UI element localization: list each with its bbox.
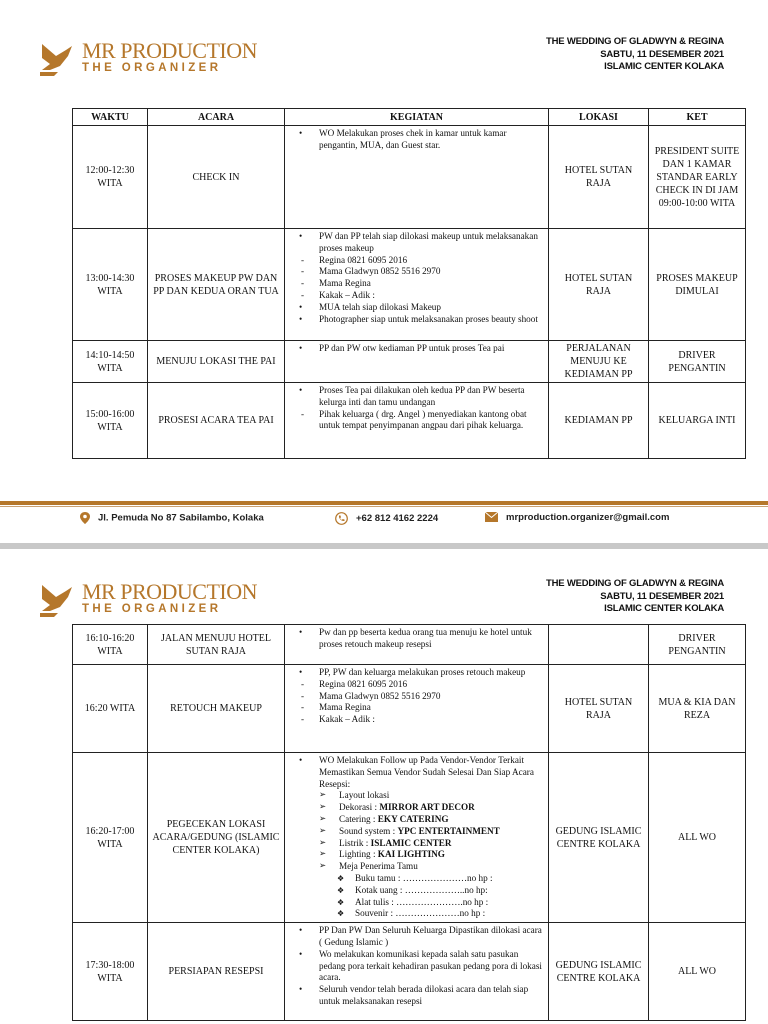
kegiatan-text: Kotak uang : ………………..no hp: <box>355 884 488 895</box>
address-text: Jl. Pemuda No 87 Sabilambo, Kolaka <box>98 512 264 524</box>
table-row <box>73 625 746 665</box>
phone-text: +62 812 4162 2224 <box>356 513 439 525</box>
vendor-name: KAI LIGHTING <box>377 849 445 860</box>
vendor-name: MIRROR ART DECOR <box>379 802 475 813</box>
cell-kegiatan <box>285 753 549 923</box>
kegiatan-text: Pw dan pp beserta kedua orang tua menuju ke hotel untuk proses retouch makeup resepsi <box>319 627 532 649</box>
kegiatan-text: Alat tulis : ………………….no hp : <box>355 896 489 907</box>
kegiatan-text: Mama Regina <box>319 702 371 713</box>
cell-acara: PEGECEKAN LOKASI ACARA/GEDUNG (ISLAMIC CENTER KOLAKA) <box>148 753 285 923</box>
email-icon <box>485 512 498 522</box>
footer-email <box>485 512 669 523</box>
kegiatan-item <box>293 802 544 814</box>
cell-lokasi: GEDUNG ISLAMIC CENTRE KOLAKA <box>549 923 649 1021</box>
kegiatan-item <box>293 314 544 326</box>
kegiatan-list <box>293 925 544 1008</box>
header-ket: KET <box>649 109 746 126</box>
table-row <box>73 753 746 923</box>
kegiatan-text: PP dan PW otw kediaman PP untuk proses Tea pai <box>319 343 505 353</box>
kegiatan-list <box>293 128 544 152</box>
location-pin-icon <box>80 512 90 524</box>
footer-address <box>80 512 264 524</box>
cell-kegiatan <box>285 341 549 383</box>
kegiatan-item <box>293 873 544 885</box>
kegiatan-item <box>293 679 544 691</box>
brand-name: MR PRODUCTION <box>82 38 258 63</box>
vendor-name: ISLAMIC CENTER <box>370 837 452 848</box>
kegiatan-text: Kakak – Adik : <box>319 714 375 725</box>
cell-lokasi: HOTEL SUTAN RAJA <box>549 126 649 229</box>
kegiatan-text: Kakak – Adik : <box>319 289 375 300</box>
kegiatan-item <box>293 838 544 850</box>
event-header <box>546 578 724 616</box>
kegiatan-text: Catering : <box>339 813 378 824</box>
cell-ket: DRIVER PENGANTIN <box>649 625 746 665</box>
cell-acara: JALAN MENUJU HOTEL SUTAN RAJA <box>148 625 285 665</box>
event-title: THE WEDDING OF GLADWYN & REGINA <box>546 578 724 589</box>
brand-logo <box>36 577 258 619</box>
kegiatan-item <box>293 627 544 651</box>
kegiatan-text: Listrik : <box>339 837 371 848</box>
kegiatan-text: Regina 0821 6095 2016 <box>319 678 408 689</box>
kegiatan-item <box>293 691 544 703</box>
cell-kegiatan <box>285 923 549 1021</box>
kegiatan-text: WO Melakukan Follow up Pada Vendor-Vendor Terkait Memastikan Semua Vendor Sudah Selesai Dan Siap Acara Resepsi: <box>319 755 534 789</box>
cell-lokasi: HOTEL SUTAN RAJA <box>549 665 649 753</box>
kegiatan-list <box>293 755 544 920</box>
brand-tagline: THE ORGANIZER <box>82 603 222 615</box>
schedule-table-continued <box>72 624 746 1021</box>
cell-lokasi <box>549 625 649 665</box>
kegiatan-item <box>293 908 544 920</box>
kegiatan-item <box>293 755 544 790</box>
kegiatan-item <box>293 814 544 826</box>
phone-icon <box>335 512 348 525</box>
kegiatan-item <box>293 897 544 909</box>
kegiatan-text: Seluruh vendor telah berada dilokasi acara dan telah siap untuk melaksanakan resepsi <box>319 984 529 1006</box>
cell-lokasi: GEDUNG ISLAMIC CENTRE KOLAKA <box>549 753 649 923</box>
header-kegiatan: KEGIATAN <box>285 109 549 126</box>
kegiatan-text: MUA telah siap dilokasi Makeup <box>319 301 441 312</box>
table-row <box>73 126 746 229</box>
cell-lokasi: HOTEL SUTAN RAJA <box>549 229 649 341</box>
kegiatan-item <box>293 343 544 355</box>
kegiatan-item <box>293 266 544 278</box>
kegiatan-item <box>293 790 544 802</box>
event-venue: ISLAMIC CENTER KOLAKA <box>604 603 724 614</box>
kegiatan-item <box>293 255 544 267</box>
kegiatan-text: Mama Regina <box>319 278 371 289</box>
kegiatan-text: Buku tamu : …………………no hp : <box>355 872 493 883</box>
kegiatan-list <box>293 667 544 726</box>
kegiatan-item <box>293 409 544 433</box>
cell-acara: CHECK IN <box>148 126 285 229</box>
cell-lokasi: PERJALANAN MENUJU KE KEDIAMAN PP <box>549 341 649 383</box>
kegiatan-item <box>293 385 544 409</box>
cell-ket: ALL WO <box>649 923 746 1021</box>
document-page-2 <box>0 549 768 1024</box>
kegiatan-text: PW dan PP telah siap dilokasi makeup untuk melaksanakan proses makeup <box>319 231 538 253</box>
cell-kegiatan <box>285 665 549 753</box>
brand-tagline: THE ORGANIZER <box>82 62 222 74</box>
vendor-name: YPC ENTERTAINMENT <box>397 825 500 836</box>
bird-logo-icon <box>36 577 78 619</box>
footer-phone <box>335 512 438 525</box>
table-row <box>73 341 746 383</box>
cell-waktu: 16:20-17:00 WITA <box>73 753 148 923</box>
kegiatan-text: Souvenir : …………………no hp : <box>355 908 486 919</box>
event-venue: ISLAMIC CENTER KOLAKA <box>604 61 724 72</box>
cell-acara: MENUJU LOKASI THE PAI <box>148 341 285 383</box>
event-date: SABTU, 11 DESEMBER 2021 <box>600 48 724 60</box>
table-row <box>73 383 746 459</box>
kegiatan-item <box>293 702 544 714</box>
cell-ket: KELUARGA INTI <box>649 383 746 459</box>
cell-ket: DRIVER PENGANTIN <box>649 341 746 383</box>
cell-waktu: 17:30-18:00 WITA <box>73 923 148 1021</box>
cell-ket: PRESIDENT SUITE DAN 1 KAMAR STANDAR EARLY CHECK IN DI JAM 09:00-10:00 WITA <box>649 126 746 229</box>
event-title: THE WEDDING OF GLADWYN & REGINA <box>546 36 724 47</box>
cell-waktu: 12:00-12:30 WITA <box>73 126 148 229</box>
brand-logo <box>36 36 258 78</box>
vendor-name: EKY CATERING <box>377 813 449 824</box>
kegiatan-text: Meja Penerima Tamu <box>339 861 418 872</box>
header-acara: ACARA <box>148 109 285 126</box>
kegiatan-list <box>293 343 544 355</box>
kegiatan-list <box>293 385 544 432</box>
table-row <box>73 229 746 341</box>
bird-logo-icon <box>36 36 78 78</box>
cell-waktu: 16:10-16:20 WITA <box>73 625 148 665</box>
kegiatan-text: Proses Tea pai dilakukan oleh kedua PP dan PW beserta kelurga inti dan tamu undangan <box>319 385 525 407</box>
event-date: SABTU, 11 DESEMBER 2021 <box>600 590 724 602</box>
kegiatan-text: Sound system : <box>339 825 398 836</box>
footer-divider-thin <box>0 506 768 507</box>
kegiatan-list <box>293 231 544 325</box>
kegiatan-text: Layout lokasi <box>339 790 390 801</box>
kegiatan-text: Mama Gladwyn 0852 5516 2970 <box>319 266 441 277</box>
cell-lokasi: KEDIAMAN PP <box>549 383 649 459</box>
cell-kegiatan <box>285 229 549 341</box>
kegiatan-item <box>293 278 544 290</box>
kegiatan-item <box>293 849 544 861</box>
email-text: mrproduction.organizer@gmail.com <box>506 512 670 523</box>
kegiatan-item <box>293 714 544 726</box>
kegiatan-item <box>293 302 544 314</box>
cell-waktu: 15:00-16:00 WITA <box>73 383 148 459</box>
table-header-row <box>73 109 746 126</box>
kegiatan-item <box>293 861 544 873</box>
kegiatan-text: WO Melakukan proses chek in kamar untuk kamar pengantin, MUA, dan Guest star. <box>319 128 507 150</box>
kegiatan-item <box>293 231 544 255</box>
cell-kegiatan <box>285 383 549 459</box>
cell-waktu: 16:20 WITA <box>73 665 148 753</box>
kegiatan-text: PP Dan PW Dan Seluruh Keluarga Dipastikan dilokasi acara ( Gedung Islamic ) <box>319 925 542 947</box>
kegiatan-text: Regina 0821 6095 2016 <box>319 254 408 265</box>
cell-kegiatan <box>285 126 549 229</box>
kegiatan-item <box>293 925 544 949</box>
kegiatan-text: Wo melakukan komunikasi kepada salah satu pasukan pedang pora terkait kehadiran pasukan pedang pora di lokasi acara. <box>319 948 542 983</box>
cell-acara: PROSESI ACARA TEA PAI <box>148 383 285 459</box>
table-row <box>73 923 746 1021</box>
cell-ket: ALL WO <box>649 753 746 923</box>
cell-kegiatan <box>285 625 549 665</box>
cell-ket: PROSES MAKEUP DIMULAI <box>649 229 746 341</box>
table-row <box>73 665 746 753</box>
kegiatan-text: Pihak keluarga ( drg. Angel ) menyediakan kantong obat untuk tempat penyimpanan angpau dari pihak keluarga. <box>319 408 527 431</box>
event-header <box>546 36 724 74</box>
cell-acara: RETOUCH MAKEUP <box>148 665 285 753</box>
schedule-table <box>72 108 746 459</box>
footer <box>0 510 768 528</box>
header-lokasi: LOKASI <box>549 109 649 126</box>
kegiatan-item <box>293 885 544 897</box>
cell-acara: PROSES MAKEUP PW DAN PP DAN KEDUA ORAN TUA <box>148 229 285 341</box>
kegiatan-text: Lighting : <box>339 849 378 860</box>
footer-divider <box>0 501 768 505</box>
kegiatan-item <box>293 826 544 838</box>
kegiatan-item <box>293 984 544 1008</box>
kegiatan-item <box>293 667 544 679</box>
cell-ket: MUA & KIA DAN REZA <box>649 665 746 753</box>
kegiatan-item <box>293 290 544 302</box>
kegiatan-text: PP, PW dan keluarga melakukan proses retouch makeup <box>319 667 526 677</box>
kegiatan-item <box>293 128 544 152</box>
brand-name: MR PRODUCTION <box>82 579 258 604</box>
kegiatan-text: Photographer siap untuk melaksanakan proses beauty shoot <box>319 313 538 324</box>
kegiatan-list <box>293 627 544 651</box>
cell-acara: PERSIAPAN RESEPSI <box>148 923 285 1021</box>
kegiatan-item <box>293 949 544 984</box>
cell-waktu: 13:00-14:30 WITA <box>73 229 148 341</box>
cell-waktu: 14:10-14:50 WITA <box>73 341 148 383</box>
header-waktu: WAKTU <box>73 109 148 126</box>
kegiatan-text: Mama Gladwyn 0852 5516 2970 <box>319 690 441 701</box>
kegiatan-text: Dekorasi : <box>339 802 380 813</box>
